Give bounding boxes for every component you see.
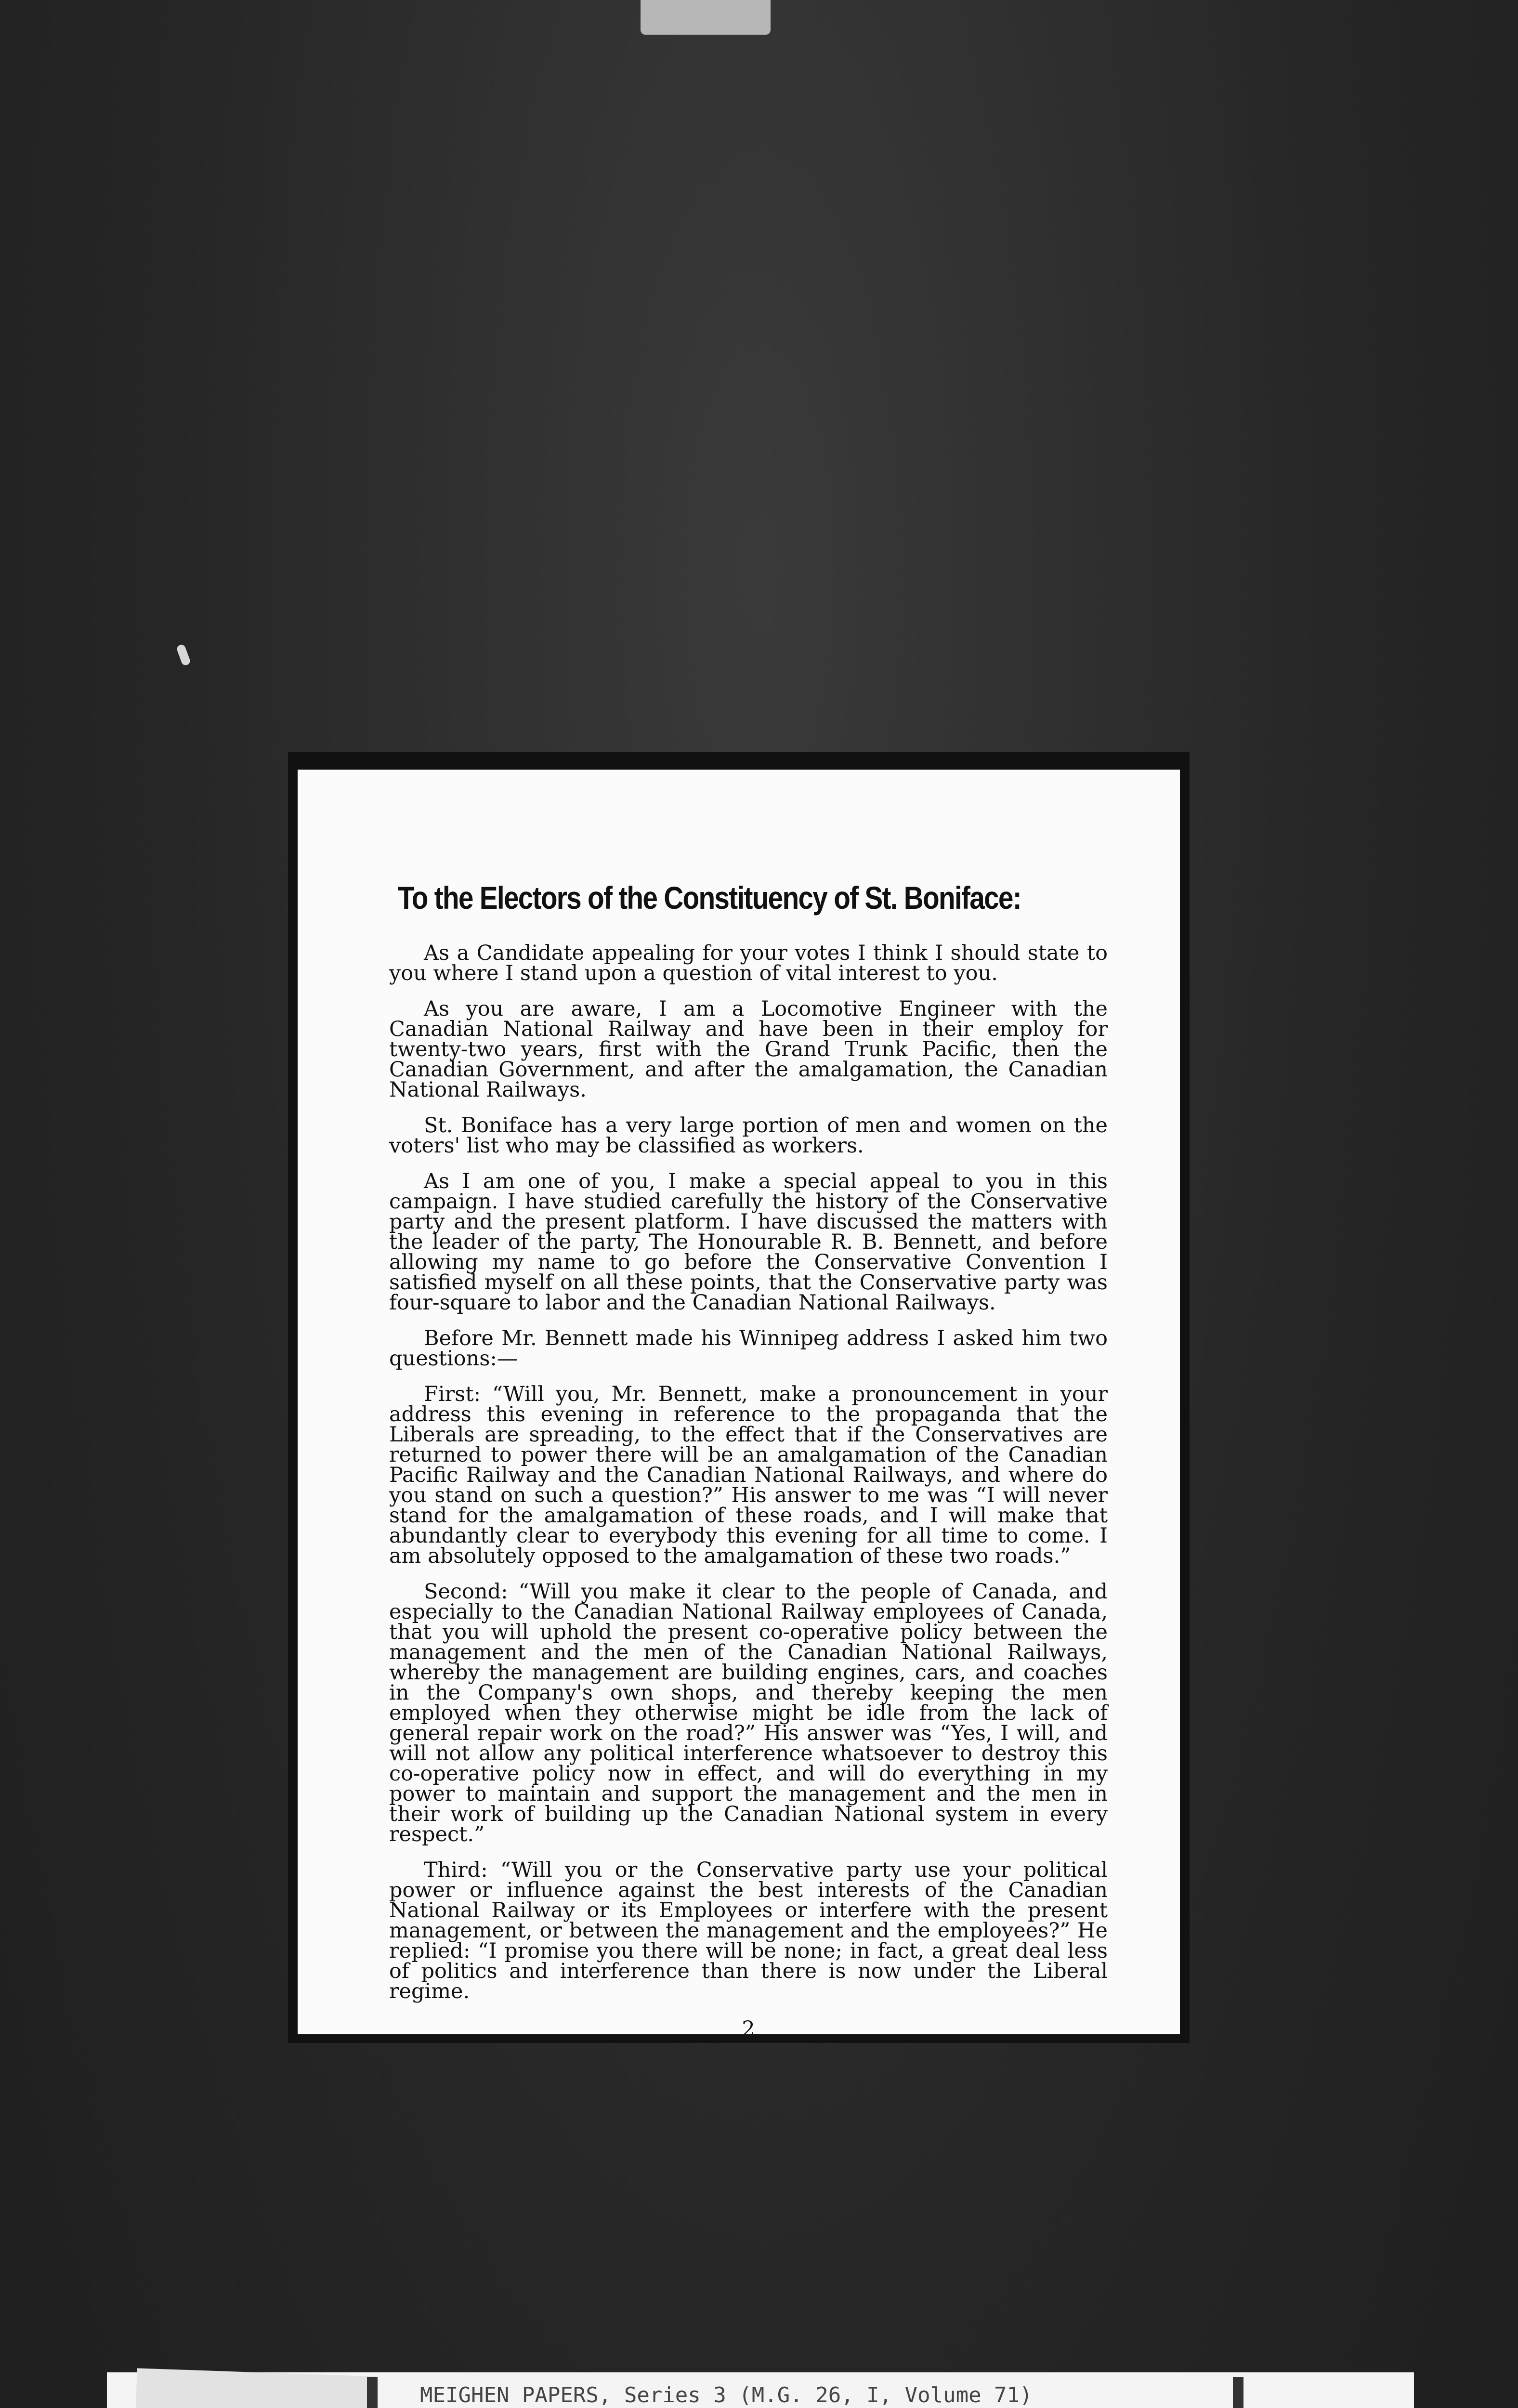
- archive-label: [107, 2372, 1414, 2408]
- paragraph-1: As a Candidate appealing for your votes I think I should state to you where I stand upon a question of vital interest to you.: [389, 941, 1108, 985]
- archive-reference: MEIGHEN PAPERS, Series 3 (M.G. 26, I, Volume 71): [420, 2383, 1033, 2408]
- paragraph-7: Second: “Will you make it clear to the people of Canada, and especially to the Canadian National Railway employees of Canada, that you will uphold the present co-operative policy between the management and the men of the Canadian National Railways, whereby the management are building engines, cars, and coaches in the Company's own shops, and thereby keeping the men employed when they otherwise might be idle from the lack of general repair work on the road?” His answer was “Yes, I will, and will not allow any political interference whatsoever to destroy this co-operative policy now in effect, and will do everything in my power to maintain and support the management and the men in their work of building up the Canadian National system in every respect.”: [389, 1580, 1108, 1846]
- paragraph-2: As you are aware, I am a Locomotive Engineer with the Canadian National Railway and have been in their employ for twenty-two years, first with the Grand Trunk Pacific, then the Canadian Government, and after the amalgamation, the Canadian National Railways.: [389, 997, 1108, 1102]
- page-number: 2: [742, 2017, 755, 2041]
- film-speck: [176, 643, 191, 667]
- document-heading: To the Electors of the Constituency of St. Boniface:: [398, 880, 1021, 916]
- paragraph-6: First: “Will you, Mr. Bennett, make a pronouncement in your address this evening in reference to the propaganda that the Liberals are spreading, to the effect that if the Conservatives are returned to power there will be an amalgamation of the Canadian Pacific Railway and the Canadian National Railways, and where do you stand on such a question?” His answer to me was “I will never stand for the amalgamation of these roads, and I will make that abundantly clear to everybody this evening for all time to come. I am absolutely opposed to the amalgamation of these two roads.”: [389, 1382, 1108, 1568]
- paragraph-5: Before Mr. Bennett made his Winnipeg address I asked him two questions:—: [389, 1326, 1108, 1371]
- paragraph-8: Third: “Will you or the Conservative party use your political power or influence against the best interests of the Canadian National Railway or its Employees or interfere with the present management, or between the management and the employees?” He replied: “I promise you there will be none; in fact, a great deal less of politics and interference than there is now under the Liberal regime.: [389, 1858, 1108, 2003]
- paragraph-4: As I am one of you, I make a special appeal to you in this campaign. I have studied carefully the history of the Conservative party and the present platform. I have discussed the matters with the leader of the party, The Honourable R. B. Bennett, and before allowing my name to go before the Conservative Convention I satisfied myself on all these points, that the Conservative party was four-square to labor and the Canadian National Railways.: [389, 1169, 1108, 1315]
- paragraph-3: St. Boniface has a very large portion of men and women on the voters' list who may be classified as workers.: [389, 1113, 1108, 1158]
- document-page: [298, 770, 1180, 2041]
- top-clip-tab: [641, 0, 771, 35]
- tape-left: [135, 2368, 378, 2408]
